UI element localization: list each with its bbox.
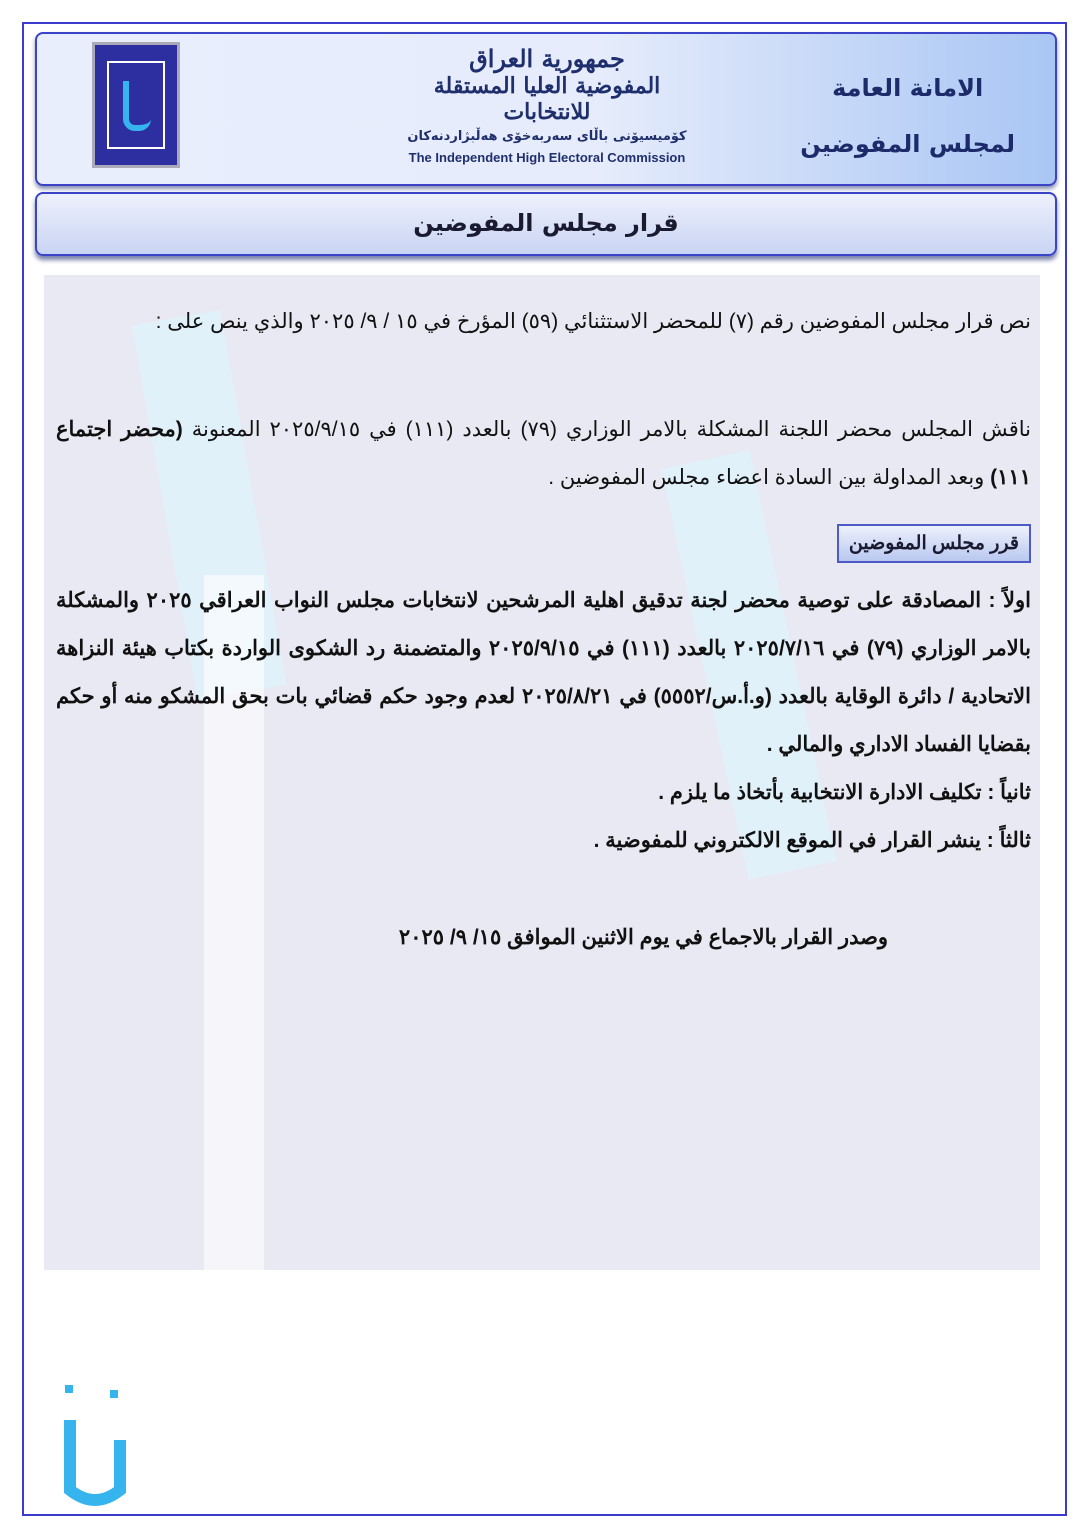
discussion-text: ناقش المجلس محضر اللجنة المشكلة بالامر الوزاري (٧٩) بالعدد (١١١) في ٢٠٢٥/٩/١٥ المعنونة [191, 418, 1031, 441]
commission-name [397, 44, 697, 165]
page-title: قرار مجلس المفوضين [35, 192, 1057, 256]
discussion-end: وبعد المداولة بين السادة اعضاء مجلس المفوضين . [548, 466, 985, 489]
decision-text [56, 298, 1031, 950]
ballot-logo-icon [123, 81, 151, 131]
item-second: ثانياً : تكليف الادارة الانتخابية بأتخاذ ما يلزم . [658, 781, 1031, 804]
item-third: ثالثاً : ينشر القرار في الموقع الالكتروني للمفوضية . [593, 829, 1031, 852]
secretariat-line2: لمجلس المفوضين [800, 130, 1015, 158]
secretariat-line1: الامانة العامة [832, 74, 984, 102]
closing-line: وصدر القرار بالاجماع في يوم الاثنين الموافق ١٥/ ٩/ ٢٠٢٥ [398, 926, 889, 949]
arabic-name-line1: جمهورية العراق [469, 44, 625, 73]
ihec-logo [92, 42, 180, 168]
ihec-footer-logo-icon [60, 1380, 130, 1510]
item-first: اولاً : المصادقة على توصية محضر لجنة تدقيق اهلية المرشحين لانتخابات مجلس النواب العراقي ٢٠٢٥ والمشكلة بالامر الوزاري (٧٩) في ٢٠٢٥/٧/١٦ بالعدد (١١١) في ٢٠٢٥/٩/١٥ والمتضمنة رد الشكوى الواردة بكتاب هيئة النزاهة الاتحادية / دائرة الوقاية بالعدد (و.أ.س/٥٥٥٢) في ٢٠٢٥/٨/٢١ لعدم وجود حكم قضائي بات بحق المشكو منه أو حكم بقضايا الفساد الاداري والمالي . [56, 589, 1031, 756]
decided-label-box: قرر مجلس المفوضين [837, 524, 1031, 563]
intro-paragraph: نص قرار مجلس المفوضين رقم (٧) للمحضر الاستثنائي (٥٩) المؤرخ في ١٥ / ٩/ ٢٠٢٥ والذي ينص على : [155, 310, 1031, 333]
secretariat-label [800, 60, 1015, 172]
arabic-name-line2: المفوضية العليا المستقلة للانتخابات [433, 73, 661, 125]
kurdish-name: كۆمیسیۆنی باڵای سەربەخۆی هەڵبژاردنەکان [407, 129, 687, 144]
english-name: The Independent High Electoral Commission [408, 150, 686, 165]
letterhead [35, 32, 1057, 186]
meeting-reference: (محضر اجتماع ١١١) [56, 418, 1031, 489]
discussion-paragraph [56, 406, 1031, 502]
